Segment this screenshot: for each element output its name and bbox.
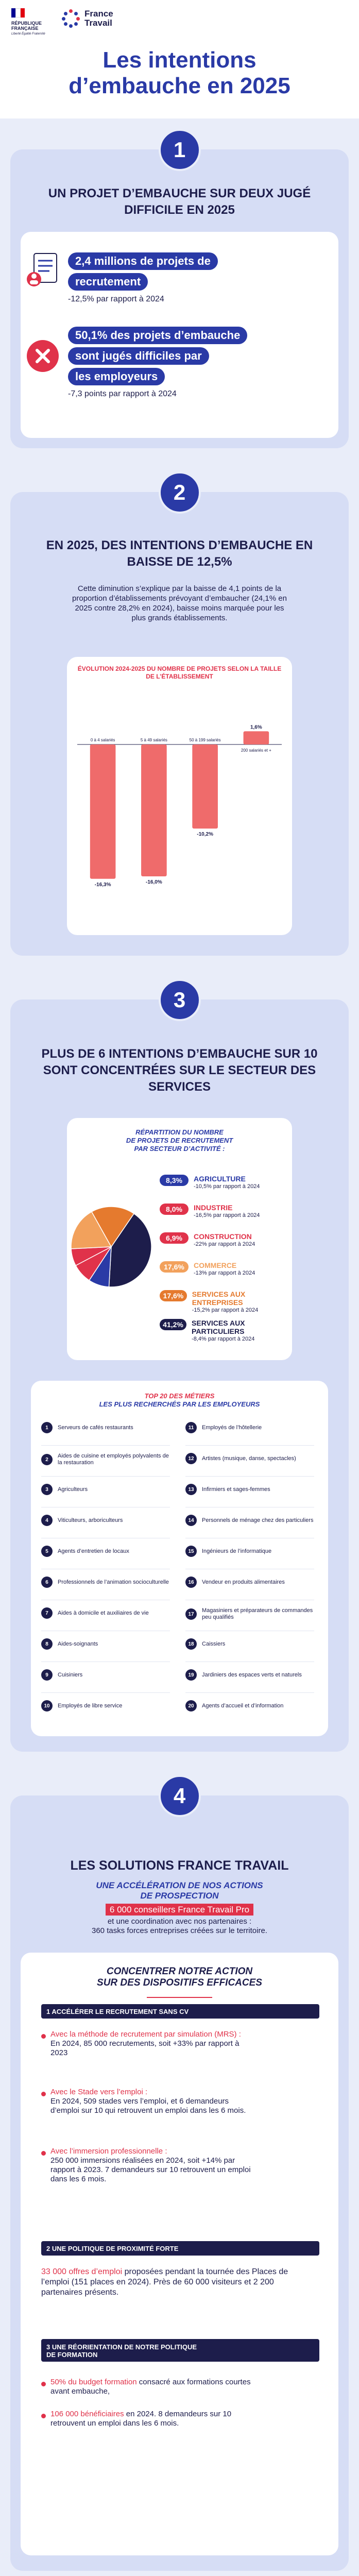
dispositifs-title-line1: CONCENTRER NOTRE ACTION	[106, 1966, 253, 1977]
section-4-subtitle-line1: UNE ACCÉLÉRATION DE NOS ACTIONS	[96, 1880, 263, 1890]
bullet-mrs-highlight: Avec la méthode de recrutement par simulation (MRS) :	[50, 2030, 241, 2039]
metier-separator	[185, 1445, 314, 1446]
metier-separator	[41, 1692, 170, 1693]
metier-item	[41, 1453, 170, 1466]
chart-panel	[67, 657, 292, 935]
top20-title-line1: TOP 20 DES MÉTIERS	[144, 1392, 215, 1400]
metier-rank: 13	[185, 1484, 197, 1495]
pie-title-line1: RÉPARTITION DU NOMBRE	[135, 1128, 224, 1136]
section-4-text-line2: 360 tasks forces entreprises créées sur le territoire.	[92, 1926, 267, 1935]
sector-pct-badge: 17,6%	[160, 1290, 187, 1301]
bar-value-4: 1,6%	[250, 724, 262, 731]
sector-name: SERVICES AUX ENTREPRISES	[192, 1290, 246, 1307]
metier-label: Personnels de ménage chez des particuliers	[202, 1517, 314, 1523]
category-label-2: 5 à 49 salariés	[140, 738, 167, 742]
block-3-head-line1: 3 UNE RÉORIENTATION DE NOTRE POLITIQUE	[46, 2343, 197, 2351]
sector-name: COMMERCE	[194, 1261, 237, 1269]
section-2-title: EN 2025, DES INTENTIONS D’EMBAUCHE EN BAISSE DE 12,5%	[46, 538, 313, 569]
metier-separator	[185, 1476, 314, 1477]
sector-name: CONSTRUCTION	[194, 1232, 252, 1241]
metier-separator	[185, 1692, 314, 1693]
block-1-head: 1 ACCÉLÉRER LE RECRUTEMENT SANS CV	[41, 2004, 319, 2019]
metier-label: Serveurs de cafés restaurants	[58, 1424, 133, 1431]
section-4-text	[10, 1917, 349, 1936]
stat-1-line1: 2,4 millions de projets de	[68, 252, 218, 270]
rf-line2: FRANÇAISE	[11, 26, 39, 31]
bar-3	[192, 744, 218, 828]
section-number-1: 1	[159, 129, 201, 171]
france-travail-icon	[62, 9, 80, 28]
bar-4	[244, 731, 269, 744]
metier-rank: 16	[185, 1577, 197, 1588]
metier-label: Aides de cuisine et employés polyvalents de la restauration	[58, 1453, 169, 1466]
bullet-immersion-text: 250 000 immersions réalisées en 2024, soit +14% par rapport à 2023. 7 demandeurs sur 10 retrouvent un emploi dans les 6 mois.	[50, 2156, 251, 2183]
section-number-3: 3	[159, 979, 201, 1021]
section-4-text-line1: et une coordination avec nos partenaires :	[107, 1917, 252, 1926]
metier-item	[41, 1638, 170, 1650]
stat-1	[68, 252, 218, 304]
metier-label: Caissiers	[202, 1640, 226, 1647]
republique-francaise-logo	[11, 8, 47, 36]
metier-item	[185, 1484, 314, 1495]
bullet-stade-highlight: Avec le Stade vers l’emploi :	[50, 2088, 148, 2096]
section-2	[10, 480, 349, 956]
ft-name-2: Travail	[84, 18, 112, 28]
block-2-head: 2 UNE POLITIQUE DE PROXIMITÉ FORTE	[41, 2241, 319, 2256]
section-4-subtitle	[10, 1880, 349, 1901]
highlight-conseillers: 6 000 conseillers France Travail Pro	[106, 1904, 253, 1916]
metier-item	[41, 1577, 170, 1588]
metier-item	[185, 1638, 314, 1650]
metier-label: Agents d’entretien de locaux	[58, 1548, 129, 1554]
metier-label: Ingénieurs de l’informatique	[202, 1548, 272, 1554]
section-4-title: LES SOLUTIONS FRANCE TRAVAIL	[70, 1858, 289, 1873]
block-3-head	[41, 2339, 319, 2362]
top20-title-line2: LES PLUS RECHERCHÉS PAR LES EMPLOYEURS	[99, 1400, 260, 1408]
section-1	[10, 138, 349, 448]
metier-rank: 6	[41, 1577, 53, 1588]
dispositifs-panel	[21, 1953, 338, 2555]
dispositifs-title-line2: SUR DES DISPOSITIFS EFFICACES	[97, 1977, 262, 1988]
block-3-head-line2: DE FORMATION	[46, 2351, 98, 2359]
metier-item	[185, 1577, 314, 1588]
section-4	[10, 1784, 349, 2571]
stat-2-line2: sont jugés difficiles par	[68, 347, 209, 365]
sector-info	[192, 1319, 292, 1343]
bar-value-3: -10,2%	[197, 832, 213, 838]
metier-rank: 14	[185, 1515, 197, 1526]
metier-label: Magasiniers et préparateurs de commandes peu qualifiés	[202, 1607, 313, 1620]
bar-1	[90, 744, 116, 879]
bullet-dot	[41, 2414, 46, 2418]
sector-pct-badge: 41,2%	[160, 1319, 186, 1330]
sector-row	[160, 1204, 260, 1219]
top20-title	[31, 1392, 328, 1409]
bullet-stade	[50, 2088, 257, 2115]
metier-label: Employés de l’hôtellerie	[202, 1424, 262, 1431]
page-title-line2: d’embauche en 2025	[69, 73, 290, 98]
rf-motto: Liberté Égalité Fraternité	[11, 32, 45, 36]
metier-rank: 10	[41, 1700, 53, 1711]
metier-rank: 7	[41, 1607, 53, 1619]
bullet-dot	[41, 2382, 46, 2386]
rf-line1: RÉPUBLIQUE	[11, 21, 42, 26]
section-3-title: PLUS DE 6 INTENTIONS D’EMBAUCHE SUR 10 SONT CONCENTRÉES SUR LE SECTEUR DES SERVICES	[41, 1047, 318, 1094]
metier-rank: 20	[185, 1700, 197, 1711]
metier-label: Viticulteurs, arboriculteurs	[58, 1517, 123, 1523]
sector-pct-badge: 8,3%	[160, 1175, 189, 1186]
metier-item	[185, 1453, 314, 1464]
metier-label: Cuisiniers	[58, 1671, 83, 1678]
metier-rank: 18	[185, 1638, 197, 1650]
metier-rank: 1	[41, 1422, 53, 1433]
metier-item	[185, 1700, 314, 1711]
bullet-beneficiaires	[50, 2410, 257, 2428]
top20-panel	[31, 1381, 328, 1736]
bullet-budget-text: consacré aux formations courtes avant embauche,	[50, 2378, 251, 2396]
sector-name: INDUSTRIE	[194, 1204, 233, 1212]
metier-rank: 12	[185, 1453, 197, 1464]
metier-item	[41, 1515, 170, 1526]
bullet-beneficiaires-text: en 2024. 8 demandeurs sur 10 retrouvent un emploi dans les 6 mois.	[50, 2410, 232, 2428]
metier-rank: 11	[185, 1422, 197, 1433]
bullet-places	[41, 2267, 309, 2298]
bullet-places-highlight: 33 000 offres d’emploi	[41, 2267, 123, 2276]
close-icon	[27, 340, 59, 372]
bullet-budget	[50, 2378, 257, 2396]
section-4-subtitle-line2: DE PROSPECTION	[140, 1891, 219, 1901]
ft-name-1: France	[84, 9, 113, 19]
bullet-stade-text: En 2024, 509 stades vers l’emploi, et 6 demandeurs d’emploi sur 10 qui retrouvent un emploi dans les 6 mois.	[50, 2097, 246, 2115]
pie-title-line2: DE PROJETS DE RECRUTEMENT	[126, 1137, 233, 1144]
metier-label: Professionnels de l’animation socioculturelle	[58, 1579, 169, 1585]
bar-2	[141, 744, 167, 876]
sector-row	[160, 1290, 292, 1314]
stat-2-sub: -7,3 points par rapport à 2024	[68, 389, 177, 398]
stat-2-line1: 50,1% des projets d’embauche	[68, 327, 247, 344]
header	[0, 0, 359, 118]
metier-item	[41, 1669, 170, 1681]
dispositifs-title	[21, 1966, 338, 1989]
stat-2-line3: les employeurs	[68, 368, 165, 385]
bullet-mrs-text: En 2024, 85 000 recrutements, soit +33% par rapport à 2023	[50, 2039, 240, 2057]
metier-label: Artistes (musique, danse, spectacles)	[202, 1455, 296, 1462]
metier-label: Vendeur en produits alimentaires	[202, 1579, 285, 1585]
bullet-places-text: proposées pendant la tournée des Places de l’emploi (151 places en 2024). Près de 60 000 visiteurs et 2 200 partenaires présents.	[41, 2267, 288, 2297]
sector-row	[160, 1232, 255, 1248]
bullet-dot	[41, 2034, 46, 2039]
metier-separator	[41, 1445, 170, 1446]
pie-chart	[70, 1206, 152, 1288]
metier-item	[185, 1669, 314, 1681]
chart-title: ÉVOLUTION 2024-2025 DU NOMBRE DE PROJETS SELON LA TAILLE DE L’ÉTABLISSEMENT	[77, 665, 282, 680]
category-label-3: 50 à 199 salariés	[189, 738, 221, 742]
sector-panel	[67, 1118, 292, 1360]
metier-label: Infirmiers et sages-femmes	[202, 1486, 270, 1493]
sector-info	[194, 1232, 255, 1248]
sector-delta: -8,4% par rapport à 2024	[192, 1336, 255, 1342]
sector-delta: -22% par rapport à 2024	[194, 1241, 255, 1247]
hiring-document-icon	[25, 250, 61, 292]
metier-item	[185, 1515, 314, 1526]
metier-rank: 17	[185, 1608, 197, 1620]
metier-item	[185, 1422, 314, 1433]
metier-item	[41, 1422, 170, 1433]
stat-2	[68, 327, 247, 399]
sector-delta: -15,2% par rapport à 2024	[192, 1307, 259, 1313]
bullet-budget-highlight: 50% du budget formation	[50, 2378, 137, 2386]
highlight-wrap	[10, 1905, 349, 1915]
stat-1-sub: -12,5% par rapport à 2024	[68, 295, 164, 303]
sector-info	[194, 1175, 260, 1190]
sector-delta: -13% par rapport à 2024	[194, 1270, 255, 1276]
divider	[147, 1997, 212, 1998]
section-number-4: 4	[159, 1775, 201, 1817]
sector-info	[194, 1261, 255, 1277]
metier-rank: 2	[41, 1454, 53, 1465]
sector-delta: -16,5% par rapport à 2024	[194, 1212, 260, 1218]
metier-rank: 3	[41, 1484, 53, 1495]
page-title-line1: Les intentions	[102, 47, 257, 73]
bullet-beneficiaires-highlight: 106 000 bénéficiaires	[50, 2410, 124, 2418]
sector-name: SERVICES AUX PARTICULIERS	[192, 1319, 245, 1335]
section-1-title: UN PROJET D’EMBAUCHE SUR DEUX JUGÉ DIFFICILE EN 2025	[48, 187, 311, 217]
metier-rank: 4	[41, 1515, 53, 1526]
metier-item	[41, 1546, 170, 1557]
sector-info	[194, 1204, 260, 1219]
section-number-2: 2	[159, 471, 201, 514]
sector-row	[160, 1319, 292, 1343]
page-title	[0, 47, 359, 99]
bar-value-1: -16,3%	[94, 882, 111, 888]
france-travail-logo	[62, 9, 113, 28]
stat-1-line2: recrutement	[68, 273, 148, 291]
metier-rank: 8	[41, 1638, 53, 1650]
bar-value-2: -16,0%	[146, 879, 162, 885]
sector-row	[160, 1261, 255, 1277]
bullet-immersion-highlight: Avec l’immersion professionnelle :	[50, 2147, 167, 2156]
sector-info	[192, 1290, 292, 1314]
metier-separator	[41, 1476, 170, 1477]
metier-item	[41, 1607, 170, 1619]
metier-item	[185, 1607, 314, 1621]
category-label-1: 0 à 4 salariés	[90, 738, 115, 742]
pie-title-line3: PAR SECTEUR D’ACTIVITÉ :	[134, 1145, 225, 1153]
metier-rank: 19	[185, 1669, 197, 1681]
sector-delta: -10,5% par rapport à 2024	[194, 1183, 260, 1190]
bullet-immersion	[50, 2147, 257, 2184]
metier-label: Aides à domicile et auxiliaires de vie	[58, 1609, 149, 1616]
bar-chart	[67, 683, 292, 930]
metier-rank: 15	[185, 1546, 197, 1557]
section-2-text: Cette diminution s’explique par la baisse de 4,1 points de la proportion d’établissements prévoyant d’embaucher (24,1% en 2025 contre 28,2% en 2024), baisse moins marquée pour les plus grands établissements.	[72, 584, 287, 622]
flag-icon	[11, 8, 25, 18]
metier-label: Agents d’accueil et d’information	[202, 1702, 284, 1709]
bullet-dot	[41, 2151, 46, 2156]
metier-rank: 9	[41, 1669, 53, 1681]
metier-label: Jardiniers des espaces verts et naturels	[202, 1671, 302, 1678]
sector-row	[160, 1175, 260, 1190]
pie-title	[67, 1128, 292, 1153]
sector-pct-badge: 8,0%	[160, 1204, 189, 1215]
metier-label: Aides-soignants	[58, 1640, 98, 1647]
metier-item	[41, 1484, 170, 1495]
section-3	[10, 988, 349, 1752]
metier-label: Agriculteurs	[58, 1486, 88, 1493]
sector-name: AGRICULTURE	[194, 1175, 246, 1183]
metier-item	[41, 1700, 170, 1711]
bullet-mrs	[50, 2030, 257, 2058]
metier-item	[185, 1546, 314, 1557]
sector-pct-badge: 17,6%	[160, 1261, 189, 1273]
metier-rank: 5	[41, 1546, 53, 1557]
metier-label: Employés de libre service	[58, 1702, 123, 1709]
sector-pct-badge: 6,9%	[160, 1232, 189, 1244]
bullet-dot	[41, 2092, 46, 2096]
category-label-4: 200 salariés et +	[241, 748, 271, 753]
